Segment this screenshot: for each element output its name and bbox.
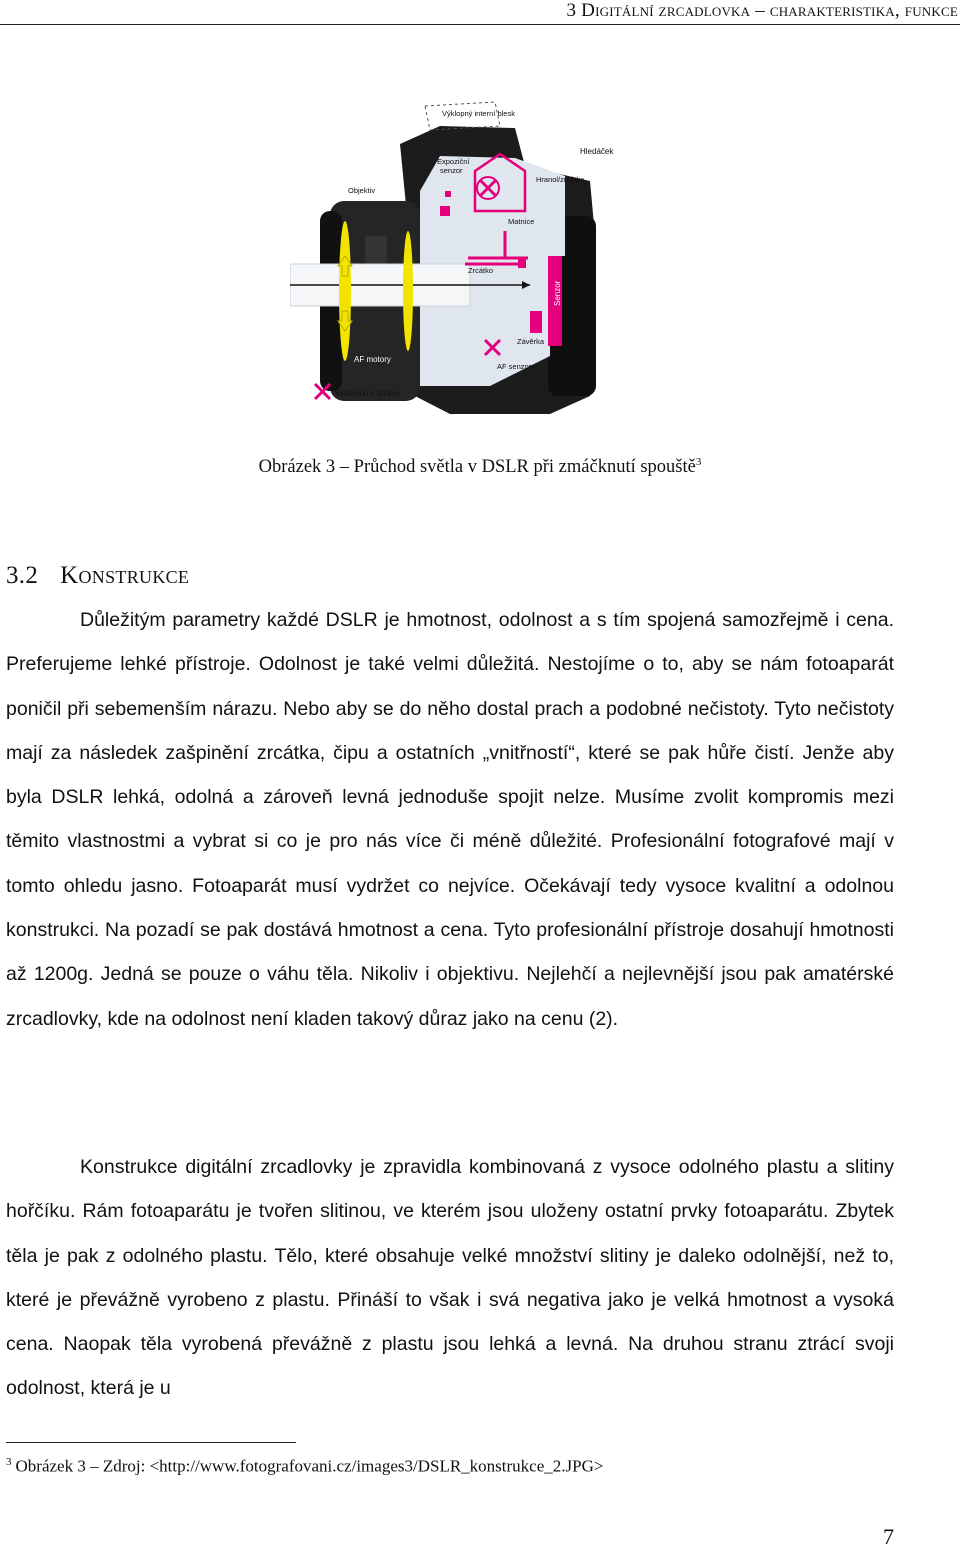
mirror-pivot — [518, 258, 526, 268]
label-af-sensors: AF senzory — [497, 362, 535, 371]
paragraph: Konstrukce digitální zrcadlovky je zpravidla kombinovaná z vysoce odolného plastu a slitiny hořčíku. Rám fotoaparátu je tvořen slitinou, ve kterém jsou uloženy ostatní prvky fotoaparátu. Zbytek těla je pak z odolného plastu. Tělo, které obsahuje velké množství slitiny je daleko odolnější, než to, které je převážně vyrobeno z plastu. Přináší to však i svá negativa jako je velká hmotnost a vysoká cena. Naopak těla vyrobená převážně z plastu jsou lehká a levná. Na druhou stranu ztrácí svoji odolnost, která je u — [6, 1156, 894, 1400]
footnote-number: 3 — [6, 1456, 12, 1468]
label-prism: Hranol/zrcátka — [536, 175, 585, 184]
label-flash: Výklopný interní blesk — [442, 109, 515, 118]
flash-lever-mark — [445, 191, 451, 197]
label-disabled: Vyřazeno z funkce — [335, 389, 401, 398]
caption-footnote-ref: 3 — [695, 456, 702, 468]
label-sensor: Senzor — [553, 280, 562, 306]
footnote-rule — [6, 1442, 296, 1443]
paragraph: Důležitým parametry každé DSLR je hmotnost, odolnost a s tím spojená samozřejmě i cena. Preferujeme lehké přístroje. Odolnost je také velmi důležitá. Nestojíme o to, aby se nám fotoaparát poničil při sebemenším nárazu. Nebo aby se do něho dostal prach a podobné nečistoty. Tyto nečistoty mají za následek zašpinění zrcátka, čipu a ostatních „vnitřností“, které se pak hůře čistí. Jenže aby byla DSLR lehká, odolná a zároveň levná jednoduše spojit nelze. Musíme zvolit kompromis mezi těmito vlastnostmi a vybrat si co je pro nás více či méně důležité. Profesionální fotografové mají v tomto ohledu jasno. Fotoaparát musí vydržet co nejvíce. Očekávají tedy vysoce kvalitní a odolnou konstrukci. Na pozadí se pak dostává hmotnost a cena. Tyto profesionální přístroje dosahují hmotnosti až 1200g. Jedná se pouze o váhu těla. Nikoliv i objektivu. Nejlehčí a nejlevnější jsou pak amatérské zrcadlovky, kde na odolnost není kladen takový důraz jako na cenu (2). — [6, 609, 894, 1030]
label-viewfinder: Hledáček — [580, 147, 614, 156]
shutter-block — [530, 311, 542, 333]
header-rule — [0, 24, 960, 25]
section-heading — [6, 562, 189, 590]
footnote-text: Obrázek 3 – Zdroj: <http://www.fotografovani.cz/images3/DSLR_konstrukce_2.JPG> — [15, 1456, 604, 1476]
section-number: 3.2 — [6, 562, 39, 589]
label-af-motors: AF motory — [354, 355, 391, 364]
section-title: Konstrukce — [60, 562, 190, 589]
dslr-diagram — [290, 96, 630, 426]
figure-caption — [0, 456, 960, 478]
lens-element-1 — [339, 221, 351, 361]
label-lens: Objektiv — [348, 186, 376, 195]
lens-element-2 — [403, 231, 413, 351]
label-mirror: Zrcátko — [468, 266, 494, 275]
running-header-title: 3 Digitální zrcadlovka – charakteristika, funkce — [566, 0, 958, 21]
caption-text: Obrázek 3 – Průchod světla v DSLR při zmáčknutí spouště — [258, 457, 696, 478]
footnote — [6, 1456, 603, 1477]
exposure-sensor-mark — [440, 206, 450, 216]
page-number: 7 — [883, 1524, 894, 1549]
label-shutter: Závěrka — [517, 337, 545, 346]
label-exposure-sensor-2: senzor — [440, 166, 463, 175]
running-header — [0, 0, 960, 26]
label-exposure-sensor-1: Expoziční — [437, 157, 470, 166]
label-screen: Matnice — [508, 217, 535, 226]
